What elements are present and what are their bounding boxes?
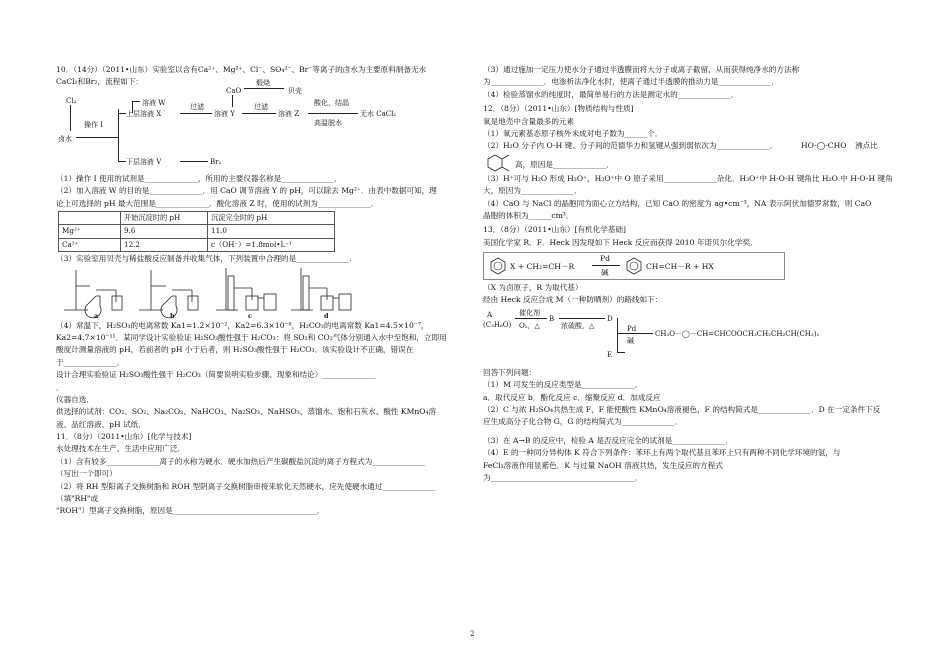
left-column	[56, 64, 462, 518]
q11-part1a: （1）含有较多______________离子的水称为硬水．硬水加热后产生碳酸盐沉淀的离子方程式为______________	[56, 456, 426, 466]
apparatus-figure	[56, 266, 462, 320]
q12-molecule-cho: CHO	[827, 141, 847, 151]
flow-cao: CaO	[226, 86, 242, 95]
route-pd: Pd	[627, 324, 637, 333]
flow-line	[132, 101, 140, 102]
flow-solZ: 溶液 Z	[278, 109, 300, 118]
ph-table-header: 开始沉淀时的 pH	[121, 211, 208, 224]
ph-table-header: 沉淀完全时的 pH	[208, 211, 335, 224]
flow-product: 无水 CaCl₂	[360, 109, 397, 118]
q10-part4b: Ka2=4.7×10⁻¹¹．某同学设计实验验证 H₂SO₃酸性强于 H₂CO₃：将 SO₂和 CO₂气体分别通入水中至饱和，立即用	[56, 332, 447, 342]
q12-molecule: HO-◯-CHO	[801, 141, 847, 151]
q12-part4a: （4）CaO 与 NaCl 的晶胞同为面心立方结构，已知 CaO 的密度为 ag•cm⁻³，NA 表示阿伏加德罗常数，则 CaO	[483, 198, 872, 208]
q12-part4b: 晶胞的体积为______cm³．	[483, 210, 574, 220]
q13-part4c: 为______________________________________．	[483, 472, 643, 482]
flow-op1: 操作 I	[84, 120, 103, 129]
q13-part1b: a．取代反应 b．酯化反应 c．缩聚反应 d．加成反应	[483, 392, 661, 402]
apparatus-label-c: c	[248, 311, 252, 320]
heck-right: CH=CH－R + HX	[646, 262, 714, 272]
flow-calcine: 煅烧	[256, 78, 270, 87]
q10-part4i: 液、品红溶液、pH 试纸．	[56, 419, 146, 429]
flow-line	[308, 113, 358, 114]
q13-heading: 13．（8分）（2011•山东）[有机化学基础]	[483, 225, 626, 235]
flow-brine: 卤水	[58, 134, 72, 143]
q12-boiling-note: 沸点比	[855, 141, 878, 151]
heck-base: 碱	[601, 268, 609, 278]
q10-part4g: 仪器自选．	[56, 394, 94, 404]
q10-part3: （3）实验室用贝壳与稀盐酸反应制备并收集气体，下列装置中合理的是______________．	[56, 254, 357, 264]
q12-heading: 12．（8分）（2011•山东）[物质结构与性质]	[483, 104, 634, 114]
route-o2: O₂，△	[519, 321, 540, 330]
q13-part2b: 应生成高分子化合物 G，G 的结构简式为______________．	[483, 417, 683, 427]
route-D: D	[607, 314, 613, 323]
ph-table-cell: 11.0	[208, 225, 335, 238]
flow-line	[244, 88, 284, 89]
heck-pd: Pd	[600, 254, 610, 264]
benzene-ring-icon	[488, 256, 508, 276]
flow-cl2: Cl₂	[66, 96, 77, 105]
q12-part1: （1）氧元素基态原子核外未成对电子数为______个．	[483, 128, 663, 138]
route-A-formula: (C₃H₆O)	[483, 320, 512, 329]
q13-note: （X 为卤原子，R 为取代基）	[483, 283, 583, 293]
q13-answer-intro: 回答下列问题：	[483, 367, 537, 377]
ph-table-cell: 12.2	[121, 238, 208, 251]
flow-filter2: 过滤	[254, 102, 268, 111]
flow-filter1: 过滤	[190, 102, 204, 111]
route-B: B	[549, 314, 555, 323]
q10-part4c: 酸度计测量溶液的 pH，若前者的 pH 小于后者，则 H₂SO₃酸性强于 H₂CO₃．该实验设计不正确，错误在	[56, 345, 414, 355]
flow-acid: 酸化，结晶	[314, 98, 349, 107]
flow-solY: 溶液 Y	[214, 109, 235, 118]
q10-part4a: （4）常温下，H₂SO₃的电离常数 Ka1=1.2×10⁻²，Ka2=6.3×10⁻⁸，H₂CO₃的电离常数 Ka1=4.5×10⁻⁷，	[56, 320, 429, 330]
q12-part2a: （2）H₂O 分子内 O-H 键、分子间的范德华力和氢键从强到弱依次为______________．	[483, 141, 778, 151]
flow-shell: 贝壳	[288, 86, 302, 95]
flow-br2: Br₂	[210, 157, 222, 166]
q12-ortho-molecule-row	[483, 153, 899, 173]
apparatus-drawing	[56, 266, 386, 320]
ph-table-cell: c（OH⁻）=1.8mol•L⁻¹	[208, 238, 335, 251]
flow-upper: 上层溶液 X	[126, 109, 162, 118]
benzene-ring-icon	[624, 256, 644, 276]
flow-line	[76, 137, 118, 138]
q11-part3a: （3）通过施加一定压力使水分子通过半透膜而将大分子或离子截留，从而获得纯净水的方法称	[483, 65, 800, 74]
q13-part2a: （2）C 与浓 H₂SO₄共热生成 F，F 能使酸性 KMnO₄溶液褪色，F 的结构简式是______________．D 在一定条件下反	[483, 405, 881, 415]
heck-left: X + CH₂=CH－R	[510, 262, 575, 272]
route-line	[617, 318, 618, 352]
flow-lower: 下层溶液 V	[126, 157, 162, 166]
q13-part4b: FeCl₃溶液作用显紫色．K 与过量 NaOH 溶液共热，发生反应的方程式	[483, 460, 723, 470]
q12-stem: 氧是地壳中含量最多的元素	[483, 116, 575, 126]
flow-line	[118, 109, 119, 161]
q13-part1a: （1）M 可发生的反应类型是______________．	[483, 380, 643, 390]
route-base: 碱	[627, 336, 634, 345]
benzene-ring-icon	[487, 153, 513, 173]
flow-dehydrate: 高温脱水	[314, 118, 342, 127]
q11-part2b: （填"RH"或	[56, 494, 99, 504]
route-conc: 浓硫酸，△	[561, 321, 595, 330]
q10-part4f: ．	[56, 382, 64, 392]
q12-part3b: 大，原因为______________．	[483, 186, 582, 196]
ph-table-cell: Ca²⁺	[59, 238, 121, 251]
route-catalyst: 催化剂	[519, 308, 540, 317]
page-number: 2	[470, 630, 475, 638]
ph-table-cell: 9.6	[121, 225, 208, 238]
apparatus-label-b: b	[170, 311, 175, 320]
apparatus-label-d: d	[324, 311, 329, 320]
q11-part2c: "ROH"）型离子交换树脂，原因是______________________________________．	[56, 506, 325, 516]
q11-part4: （4）检验蒸馏水的纯度时，最简单易行的方法是测定水的______________．	[483, 89, 739, 99]
synthesis-route	[483, 307, 899, 367]
flow-line	[180, 113, 212, 114]
route-arrow	[559, 318, 605, 319]
q13-stem: 美国化学家 R．F．Heck 因发现如下 Heck 反应而获得 2010 年诺贝尔化学奖．	[483, 237, 758, 247]
q13-part3: （3）在 A→B 的反应中，检验 A 是否反应完全的试剂是______________．	[483, 435, 734, 445]
ph-table	[58, 211, 335, 252]
q10-part2a: （2）加入溶液 W 的目的是______________．用 CaO 调节溶液 Y 的 pH，可以除去 Mg²⁺．由表中数据可知，理	[56, 186, 437, 196]
q10-part1: （1）操作 I 使用的试剂是______________，所用的主要仪器名称是______________．	[56, 173, 343, 183]
route-arrow	[515, 318, 547, 319]
flow-solW: 溶液 W	[142, 98, 166, 107]
q10-part4h: 供选择的试剂：CO₂、SO₂、Na₂CO₃、NaHCO₃、Na₂SO₃、NaHSO₃、蒸馏水、饱和石灰水、酸性 KMnO₄溶	[56, 407, 437, 417]
q13-part4a: （4）E 的一种同分异构体 K 符合下列条件：苯环上有两个取代基且苯环上只有两种不同化学环境的氢，与	[483, 448, 841, 458]
heck-arrow	[592, 265, 620, 266]
q11-stem: 水处理技术在生产、生活中应用广泛．	[56, 444, 186, 454]
q11-part1b: （写出一个即可）	[56, 469, 117, 479]
q12-part3a: （3）H⁺可与 H₂O 形成 H₃O⁺，H₃O⁺中 O 原子采用______________杂化．H₃O⁺中 H-O-H 键角比 H₂O 中 H-O-H 键角	[483, 173, 893, 183]
q11-part2a: （2）将 RH 型阳离子交换树脂和 ROH 型阴离子交换树脂串接来软化天然硬水，应先使硬水通过______________	[56, 481, 436, 491]
q12-part2b: 高，原因是______________．	[515, 159, 614, 169]
route-line	[617, 352, 625, 353]
right-column	[483, 64, 899, 484]
flow-line	[118, 161, 126, 162]
apparatus-label-a: a	[94, 311, 99, 320]
q11-part3b: 为______________．电渗析法净化水时，使离子通过半透膜的推动力是______________．	[483, 77, 780, 87]
ph-table-corner	[59, 211, 121, 224]
route-E: E	[607, 350, 613, 359]
q13-route-intro: 经由 Heck 反应合成 M（一种防晒剂）的路线如下：	[483, 295, 663, 305]
flow-line	[232, 95, 233, 107]
flow-line	[70, 105, 71, 131]
q10-part4d: 于______________．	[56, 357, 125, 367]
q10-stem-2: CaCl₂和Br₂，流程如下：	[56, 77, 144, 87]
flow-line	[180, 161, 208, 162]
q10-part2b: 论上可选择的 pH 最大范围是______________．酸化溶液 Z 时，使用的试剂为______________．	[56, 198, 379, 208]
heck-equation	[483, 252, 785, 280]
q11-heading: 11．（8分）（2011•山东）[化学与技术]	[56, 432, 192, 442]
route-A: A	[487, 310, 493, 319]
q10-stem-1: 10．（14分）（2011•山东）实验室以含有Ca²⁺、Mg²⁺、Cl⁻、SO₄²⁻、Br⁻等离子的卤水为主要原料制备无水	[56, 65, 427, 74]
ph-table-cell: Mg²⁺	[59, 225, 121, 238]
route-M: CH₃O－◯－CH=CHCOOCH₂CH₂CH₂CH(CH₃)₂	[655, 329, 820, 338]
flow-line	[242, 113, 276, 114]
q10-part4e: 设计合理实验验证 H₂SO₃酸性强于 H₂CO₃（简要说明实验步骤、现象和结论）______________	[56, 370, 376, 380]
q12-part2a-row	[483, 140, 899, 152]
flow-line	[118, 113, 126, 114]
